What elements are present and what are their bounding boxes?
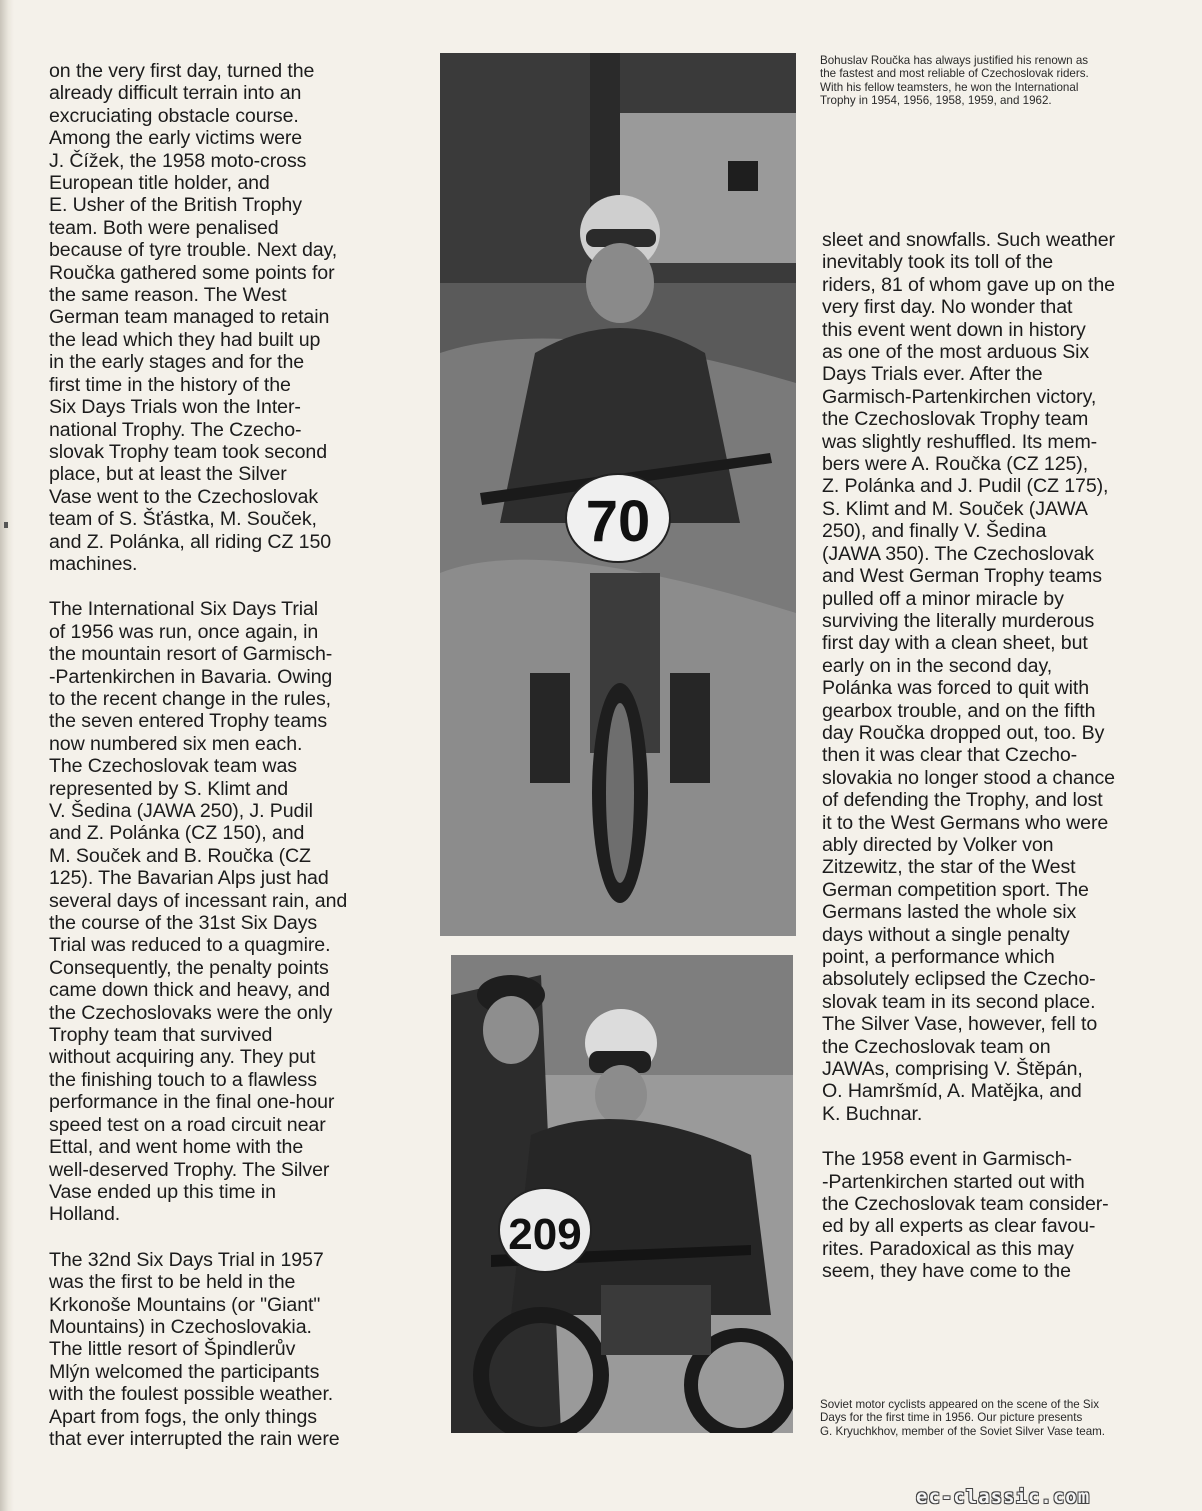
text-line: Krkonoše Mountains (or "Giant"	[49, 1293, 321, 1316]
text-line: well-deserved Trophy. The Silver	[49, 1158, 330, 1181]
text-line: Holland.	[49, 1203, 121, 1226]
text-line: was the first to be held in the	[49, 1271, 296, 1294]
text-line: riders, 81 of whom gave up on the	[822, 273, 1115, 296]
text-line: in the early stages and for the	[49, 351, 305, 374]
text-line: The 32nd Six Days Trial in 1957	[49, 1248, 324, 1271]
text-line: German team managed to retain	[49, 306, 330, 329]
text-line: national Trophy. The Czecho-	[49, 418, 302, 441]
right-text-column	[822, 229, 1115, 1283]
text-line: ably directed by Volker von	[822, 833, 1054, 856]
caption-line: Bohuslav Roučka has always justified his renown as	[820, 54, 1089, 67]
caption-line: With his fellow teamsters, he won the International	[820, 80, 1079, 94]
text-line: Zitzewitz, the star of the West	[822, 856, 1076, 879]
text-line: performance in the final one-hour	[49, 1091, 335, 1114]
text-line: Vase ended up this time in	[49, 1180, 276, 1203]
text-line: Mlýn welcomed the participants	[49, 1360, 320, 1383]
text-line: Six Days Trials won the Inter-	[49, 396, 301, 419]
caption-line: Soviet motor cyclists appeared on the scene of the Six	[820, 1398, 1100, 1411]
text-line: -Partenkirchen started out with	[822, 1170, 1085, 1193]
caption-line: G. Kryuchkhov, member of the Soviet Silver Vase team.	[820, 1424, 1106, 1438]
text-line: The little resort of Špindlerův	[49, 1338, 296, 1361]
text-line: to the recent change in the rules,	[49, 687, 331, 710]
text-line: Germans lasted the whole six	[822, 901, 1077, 924]
text-line: without acquiring any. They put	[49, 1046, 316, 1069]
text-line: sleet and snowfalls. Such weather	[822, 229, 1115, 251]
text-line: team. Both were penalised	[49, 216, 279, 239]
text-line: slovakia no longer stood a chance	[822, 766, 1115, 789]
text-line: slovak team in its second place.	[822, 990, 1096, 1013]
text-line: already difficult terrain into an	[49, 82, 302, 105]
photo-rider-70	[440, 53, 796, 936]
text-line: the same reason. The West	[49, 284, 287, 307]
margin-mark	[4, 522, 8, 528]
text-line: The Czechoslovak team was	[49, 755, 297, 778]
text-line: slovak Trophy team took second	[49, 440, 327, 463]
text-line: and Z. Polánka, all riding CZ 150	[49, 530, 332, 553]
text-line: The Silver Vase, however, fell to	[822, 1013, 1098, 1036]
text-line: Among the early victims were	[49, 127, 303, 150]
text-line: ed by all experts as clear favou-	[822, 1215, 1096, 1238]
text-line: European title holder, and	[49, 172, 270, 195]
text-line: 125). The Bavarian Alps just had	[49, 867, 329, 890]
text-line: Consequently, the penalty points	[49, 956, 329, 979]
text-line: JAWAs, comprising V. Štěpán,	[822, 1058, 1083, 1081]
text-line: inevitably took its toll of the	[822, 251, 1054, 274]
caption-bottom	[820, 1398, 1105, 1438]
text-line: day Roučka dropped out, too. By	[822, 721, 1105, 744]
photo-rider-209	[451, 955, 793, 1433]
text-line: now numbered six men each.	[49, 732, 303, 755]
text-line: as one of the most arduous Six	[822, 341, 1090, 364]
text-line: came down thick and heavy, and	[49, 979, 330, 1002]
text-line: first day with a clean sheet, but	[822, 632, 1088, 655]
caption-line: Days for the first time in 1956. Our picture presents	[820, 1411, 1083, 1425]
text-line: speed test on a road circuit near	[49, 1113, 326, 1136]
text-line: days without a single penalty	[822, 923, 1070, 946]
text-line: the Czechoslovaks were the only	[49, 1001, 333, 1024]
text-line: Z. Polánka and J. Pudil (CZ 175),	[822, 475, 1109, 498]
text-line: Ettal, and went home with the	[49, 1136, 304, 1159]
text-line: (JAWA 350). The Czechoslovak	[822, 542, 1094, 565]
text-line: early on in the second day,	[822, 654, 1053, 677]
text-line: the Czechoslovak Trophy team	[822, 408, 1089, 431]
text-line: then it was clear that Czecho-	[822, 744, 1078, 767]
text-line: the mountain resort of Garmisch-	[49, 643, 333, 666]
text-line: it to the West Germans who were	[822, 811, 1109, 834]
text-line: K. Buchnar.	[822, 1102, 923, 1125]
text-line: the Czechoslovak team consider-	[822, 1193, 1109, 1216]
text-line: on the very first day, turned the	[49, 60, 315, 82]
text-line: with the foulest possible weather.	[49, 1383, 334, 1406]
caption-top	[820, 54, 1089, 108]
left-text-column	[49, 60, 347, 1450]
text-line: this event went down in history	[822, 318, 1086, 341]
text-line: Trophy team that survived	[49, 1024, 273, 1047]
text-line: and West German Trophy teams	[822, 565, 1102, 588]
paragraph-gap	[49, 575, 347, 598]
text-line: first time in the history of the	[49, 373, 291, 396]
text-line: Roučka gathered some points for	[49, 261, 335, 284]
text-line: E. Usher of the British Trophy	[49, 194, 302, 217]
text-line: J. Čížek, the 1958 moto-cross	[49, 149, 307, 172]
text-line: The International Six Days Trial	[49, 598, 319, 621]
caption-line: Trophy in 1954, 1956, 1958, 1959, and 1962.	[820, 94, 1052, 108]
text-line: Trial was reduced to a quagmire.	[49, 934, 331, 957]
text-line: Garmisch-Partenkirchen victory,	[822, 385, 1097, 408]
text-line: machines.	[49, 552, 138, 575]
text-line: and Z. Polánka (CZ 150), and	[49, 822, 305, 845]
text-line: pulled off a minor miracle by	[822, 587, 1064, 610]
text-line: O. Hamršmíd, A. Matějka, and	[822, 1080, 1082, 1103]
text-line: the lead which they had built up	[49, 328, 321, 351]
text-line: 250), and finally V. Šedina	[822, 520, 1047, 543]
text-line: the seven entered Trophy teams	[49, 710, 328, 733]
text-line: gearbox trouble, and on the fifth	[822, 699, 1096, 722]
plate-number-70: 70	[585, 489, 651, 554]
text-line: The 1958 event in Garmisch-	[822, 1148, 1072, 1171]
text-line: German competition sport. The	[822, 878, 1089, 901]
page-edge-shadow	[0, 0, 14, 1511]
text-line: the finishing touch to a flawless	[49, 1068, 317, 1091]
text-line: point, a performance which	[822, 946, 1055, 968]
text-line: the course of the 31st Six Days	[49, 912, 318, 935]
text-line: represented by S. Klimt and	[49, 777, 289, 800]
text-line: very first day. No wonder that	[822, 296, 1073, 319]
paragraph-gap	[822, 1125, 1115, 1148]
text-line: Days Trials ever. After the	[822, 363, 1043, 386]
text-line: -Partenkirchen in Bavaria. Owing	[49, 665, 333, 688]
caption-line: the fastest and most reliable of Czechoslovak riders.	[820, 67, 1089, 81]
text-line: place, but at least the Silver	[49, 463, 287, 486]
text-line: team of S. Šťástka, M. Souček,	[49, 508, 317, 531]
text-line: because of tyre trouble. Next day,	[49, 239, 338, 262]
text-line: Polánka was forced to quit with	[822, 677, 1090, 700]
text-line: S. Klimt and M. Souček (JAWA	[822, 497, 1088, 520]
text-line: seem, they have come to the	[822, 1260, 1071, 1283]
text-line: of 1956 was run, once again, in	[49, 620, 319, 643]
text-line: V. Šedina (JAWA 250), J. Pudil	[49, 800, 313, 822]
text-line: M. Souček and B. Roučka (CZ	[49, 844, 311, 867]
text-line: Vase went to the Czechoslovak	[49, 485, 319, 508]
text-line: Apart from fogs, the only things	[49, 1405, 317, 1428]
text-line: was slightly reshuffled. Its mem-	[822, 430, 1098, 453]
text-line: bers were A. Roučka (CZ 125),	[822, 453, 1089, 476]
watermark-text: ec-classic.com	[916, 1486, 1091, 1508]
paragraph-gap	[49, 1226, 347, 1249]
text-line: Mountains) in Czechoslovakia.	[49, 1315, 312, 1338]
text-line: rites. Paradoxical as this may	[822, 1237, 1074, 1260]
text-line: the Czechoslovak team on	[822, 1035, 1051, 1058]
text-line: absolutely eclipsed the Czecho-	[822, 968, 1096, 991]
text-line: surviving the literally murderous	[822, 609, 1095, 632]
text-line: that ever interrupted the rain were	[49, 1427, 340, 1450]
text-line: of defending the Trophy, and lost	[822, 789, 1103, 812]
text-line: several days of incessant rain, and	[49, 889, 348, 912]
text-line: excruciating obstacle course.	[49, 104, 299, 127]
plate-number-209: 209	[508, 1210, 582, 1259]
